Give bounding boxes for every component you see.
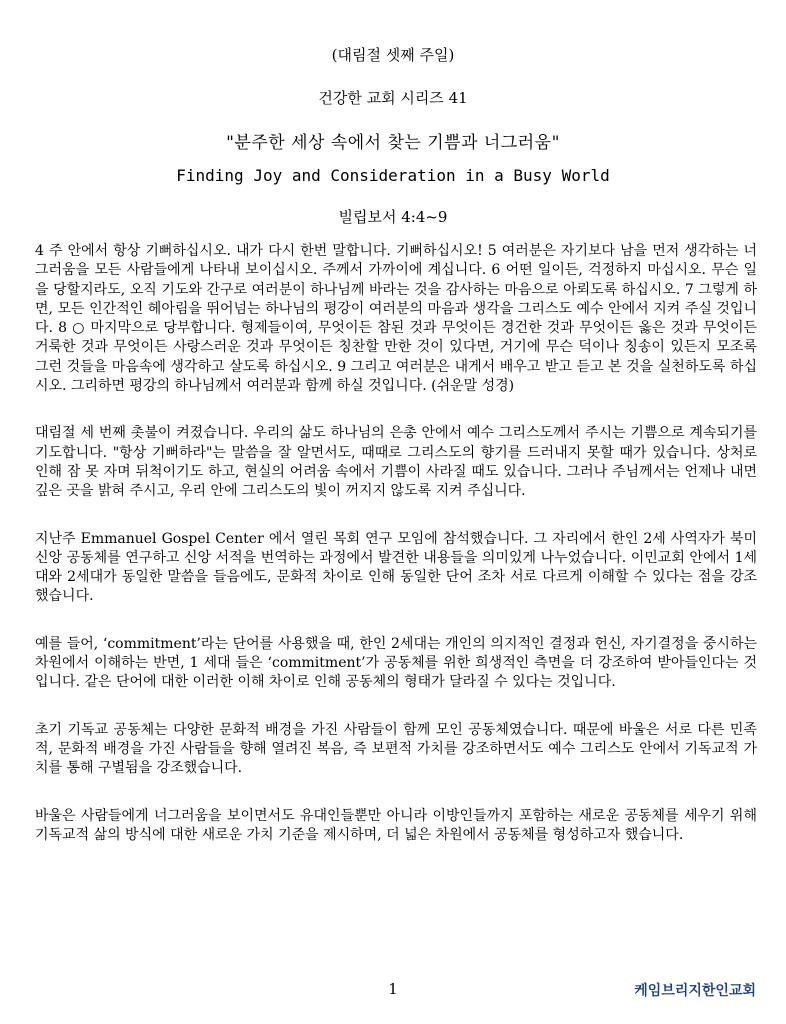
sermon-title-english: Finding Joy and Consideration in a Busy World: [176, 166, 610, 185]
scripture-reference: 빌립보서 4:4~9: [338, 208, 448, 226]
body-paragraph: 초기 기독교 공동체는 다양한 문화적 배경을 가진 사람들이 함께 모인 공동체였습니다. 때문에 바울은 서로 다른 민족적, 문화적 배경을 가진 사람들을 향해 열려진 복음, 즉 보편적 가치를 강조하면서도 예수 그리스도 안에서 기독교적 가치를 통해 구별됨을 강조했습니다.: [35, 721, 757, 777]
sermon-body: [35, 242, 757, 873]
body-paragraph: 예를 들어, ‘commitment’라는 단어를 사용했을 때, 한인 2세대는 개인의 의지적인 결정과 헌신, 자기결정을 중시하는 차원에서 이해하는 반면, 1 세대 들은 ‘commitment’가 공동체를 위한 희생적인 측면을 더 강조하여 받아들인다는 것입니다. 같은 단어에 대한 이러한 이해 차이로 인해 공동체의 형태가 달라질 수 있다는 것입니다.: [35, 635, 757, 691]
scripture-quote-paragraph: 4 주 안에서 항상 기뻐하십시오. 내가 다시 한번 말합니다. 기뻐하십시오! 5 여러분은 자기보다 남을 먼저 생각하는 너그러움을 모든 사람들에게 나타내 보이십시오. 주께서 가까이에 계십니다. 6 어떤 일이든, 걱정하지 마십시오. 무슨 일을 당할지라도, 오직 기도와 간구로 여러분이 하나님께 바라는 것을 감사하는 마음으로 아뢰도록 하십시오. 7 그렇게 하면, 모든 인간적인 헤아림을 뛰어넘는 하나님의 평강이 여러분의 마음과 생각을 그리스도 예수 안에서 지켜 주실 것입니다. 8 ○ 마지막으로 당부합니다. 형제들이여, 무엇이든 참된 것과 무엇이든 경건한 것과 무엇이든 옳은 것과 무엇이든 거룩한 것과 무엇이든 사랑스러운 것과 무엇이든 칭찬할 만한 것이 있다면, 거기에 무슨 덕이나 칭송이 있든지 모조록 그런 것들을 마음속에 생각하고 살도록 하십시오. 9 그리고 여러분은 내게서 배우고 받고 듣고 본 것을 실천하도록 하십시오. 그리하면 평강의 하나님께서 여러분과 함께 하실 것입니다. (쉬운말 성경): [35, 243, 757, 395]
occasion-heading: (대림절 셋째 주일): [331, 46, 455, 64]
sermon-title-korean: "분주한 세상 속에서 찾는 기쁨과 너그러움": [226, 133, 560, 153]
body-paragraph: 대림절 세 번째 촛불이 켜졌습니다. 우리의 삶도 하나님의 은총 안에서 예수 그리스도께서 주시는 기쁨으로 계속되기를 기도합니다. "항상 기뻐하라"는 말씀을 잘 알면서도, 때때로 그리스도의 향기를 드러내지 못할 때가 있습니다. 상처로 인해 잠 못 자며 뒤척이기도 하고, 현실의 어려움 속에서 기쁨이 사라질 때도 있습니다. 그러나 주님께서는 언제나 내면 깊은 곳을 밝혀 주시고, 우리 안에 그리스도의 빛이 꺼지지 않도록 지켜 주십니다.: [35, 425, 757, 500]
church-name-footer: 케임브리지한인교회: [634, 983, 756, 999]
page-number: 1: [388, 980, 398, 998]
series-heading: 건강한 교회 시리즈 41: [318, 89, 468, 107]
body-paragraph: 지난주 Emmanuel Gospel Center 에서 열린 목회 연구 모임에 참석했습니다. 그 자리에서 한인 2세 사역자가 북미 신앙 공동체를 연구하고 신앙 서적을 번역하는 과정에서 발견한 내용들을 의미있게 나누었습니다. 이민교회 안에서 1세대와 2세대가 동일한 말씀을 들음에도, 문화적 차이로 인해 동일한 단어 조차 서로 다르게 이해할 수 있다는 점을 강조했습니다.: [35, 530, 757, 605]
body-paragraph: 바울은 사람들에게 너그러움을 보이면서도 유대인들뿐만 아니라 이방인들까지 포함하는 새로운 공동체를 세우기 위해 기독교적 삶의 방식에 대한 새로운 가치 기준을 제시하며, 더 넓은 차원에서 공동체를 형성하고자 했습니다.: [35, 807, 757, 843]
